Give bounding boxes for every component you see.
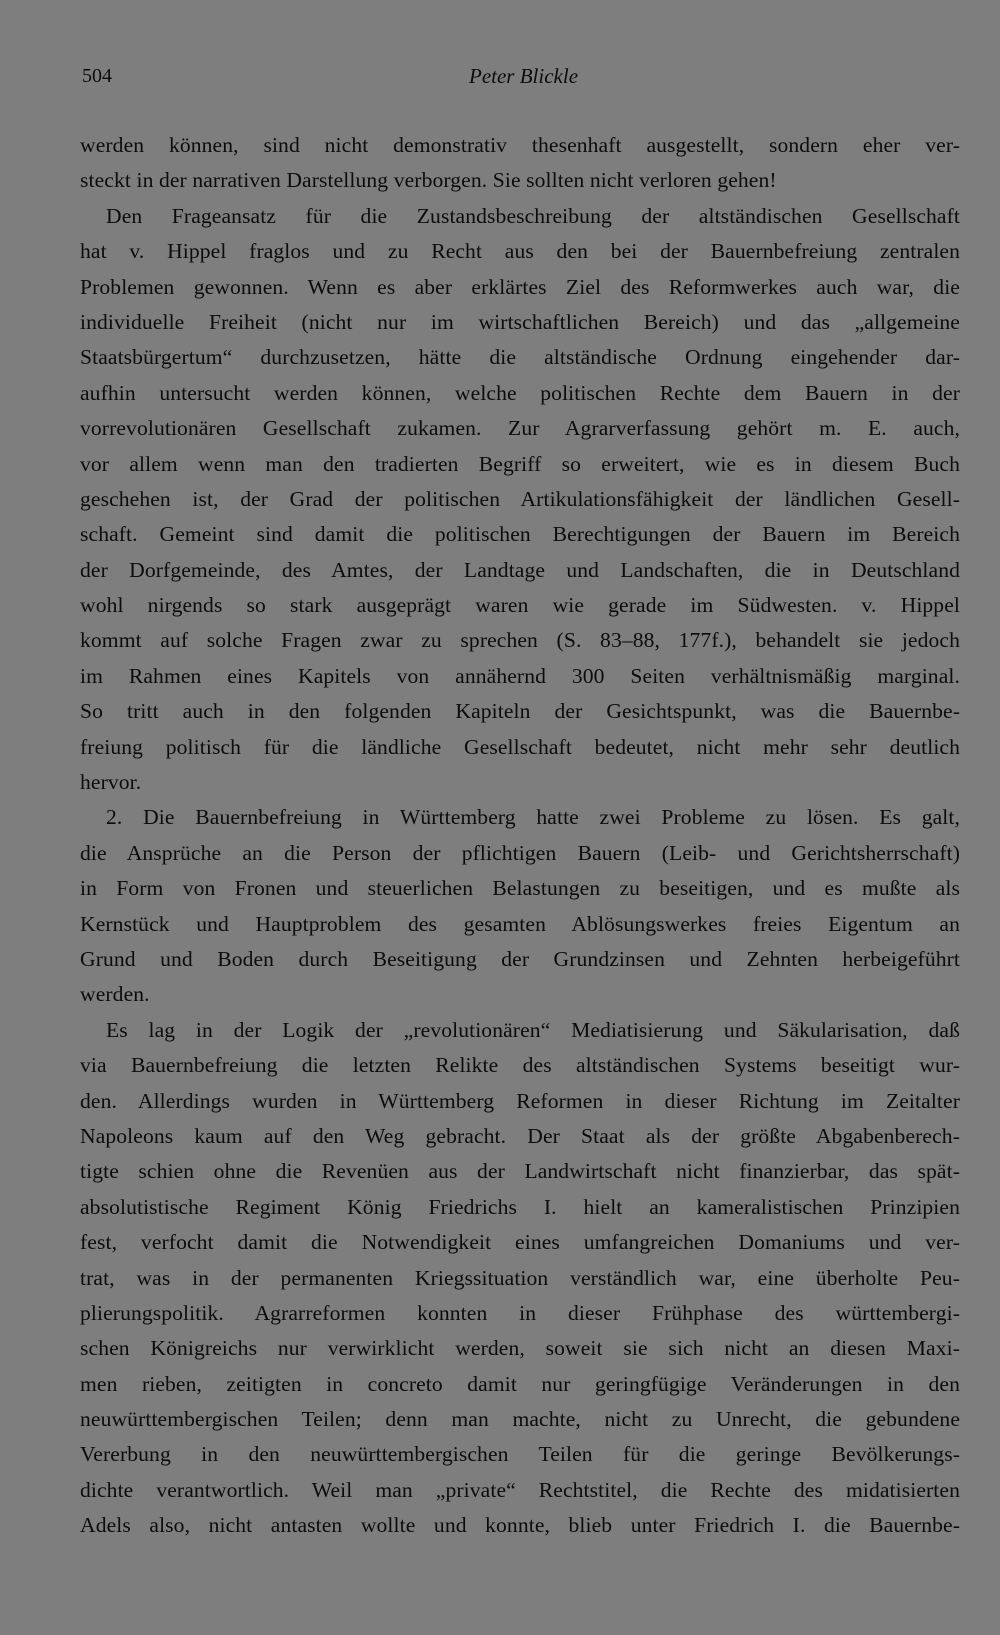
- text-line: im Rahmen eines Kapitels von annähernd 300 Seiten verhältnismäßig marginal.: [80, 663, 960, 688]
- text-line: tigte schien ohne die Revenüen aus der Landwirtschaft nicht finanzierbar, das spät-: [80, 1159, 960, 1184]
- text-line: Kernstück und Hauptproblem des gesamten Ablösungswerkes freies Eigentum an: [80, 911, 960, 936]
- running-head: Peter Blickle: [469, 64, 579, 88]
- text-line: So tritt auch in den folgenden Kapiteln der Gesichtspunkt, was die Bauernbe-: [80, 699, 960, 724]
- text-line: schen Königreichs nur verwirklicht werden, soweit sie sich nicht an diesen Maxi-: [80, 1336, 960, 1361]
- text-line: werden können, sind nicht demonstrativ thesenhaft ausgestellt, sondern eher ver-: [80, 133, 960, 157]
- text-line: der Dorfgemeinde, des Amtes, der Landtage und Landschaften, die in Deutschland: [80, 557, 960, 582]
- text-line: absolutistische Regiment König Friedrichs I. hielt an kameralistischen Prinzipien: [80, 1194, 960, 1219]
- text-line: den. Allerdings wurden in Württemberg Reformen in dieser Richtung im Zeitalter: [80, 1088, 960, 1113]
- text-line: neuwürttembergischen Teilen; denn man machte, nicht zu Unrecht, die gebundene: [80, 1407, 960, 1432]
- text-line: vor allem wenn man den tradierten Begriff so erweitert, wie es in diesem Buch: [80, 451, 960, 476]
- text-line: Problemen gewonnen. Wenn es aber erklärtes Ziel des Reformwerkes auch war, die: [80, 274, 960, 299]
- text-line: hervor.: [80, 770, 142, 795]
- text-line: werden.: [80, 982, 150, 1007]
- text-line: plierungspolitik. Agrarreformen konnten in dieser Frühphase des württembergi-: [80, 1300, 960, 1325]
- text-line: aufhin untersucht werden können, welche politischen Rechte dem Bauern in der: [80, 380, 960, 405]
- text-line: geschehen ist, der Grad der politischen Artikulationsfähigkeit der ländlichen Gesell-: [80, 486, 960, 511]
- text-line: Napoleons kaum auf den Weg gebracht. Der Staat als der größte Abgabenberech-: [80, 1123, 960, 1148]
- text-line: kommt auf solche Fragen zwar zu sprechen (S. 83–88, 177f.), behandelt sie jedoch: [80, 628, 960, 653]
- page-header: [82, 62, 962, 94]
- text-line: 2. Die Bauernbefreiung in Württemberg hatte zwei Probleme zu lösen. Es galt,: [106, 805, 960, 830]
- text-line: individuelle Freiheit (nicht nur im wirtschaftlichen Bereich) und das „allgemeine: [80, 309, 960, 334]
- text-line: Grund und Boden durch Beseitigung der Grundzinsen und Zehnten herbeigeführt: [80, 946, 960, 971]
- body-text: [80, 128, 960, 1544]
- text-line: in Form von Fronen und steuerlichen Belastungen zu beseitigen, und es mußte als: [80, 876, 960, 901]
- text-line: hat v. Hippel fraglos und zu Recht aus den bei der Bauernbefreiung zentralen: [80, 239, 960, 264]
- text-line: Es lag in der Logik der „revolutionären“ Mediatisierung und Säkularisation, daß: [106, 1017, 960, 1042]
- text-line: freiung politisch für die ländliche Gesellschaft bedeutet, nicht mehr sehr deutlich: [80, 734, 960, 759]
- page-number: 504: [82, 65, 112, 87]
- text-line: men rieben, zeitigten in concreto damit nur geringfügige Veränderungen in den: [80, 1371, 960, 1396]
- text-line: Staatsbürgertum“ durchzusetzen, hätte die altständische Ordnung eingehender dar-: [80, 345, 960, 370]
- text-line: vorrevolutionären Gesellschaft zukamen. Zur Agrarverfassung gehört m. E. auch,: [80, 416, 960, 441]
- text-line: dichte verantwortlich. Weil man „private“ Rechtstitel, die Rechte des midatisierten: [80, 1477, 960, 1502]
- text-line: Adels also, nicht antasten wollte und konnte, blieb unter Friedrich I. die Bauernbe-: [80, 1513, 960, 1538]
- text-line: schaft. Gemeint sind damit die politischen Berechtigungen der Bauern im Bereich: [80, 522, 960, 547]
- text-line: Den Frageansatz für die Zustandsbeschreibung der altständischen Gesellschaft: [106, 203, 960, 228]
- text-line: steckt in der narrativen Darstellung verborgen. Sie sollten nicht verloren gehen!: [80, 168, 777, 193]
- text-line: fest, verfocht damit die Notwendigkeit eines umfangreichen Domaniums und ver-: [80, 1230, 960, 1255]
- text-line: via Bauernbefreiung die letzten Relikte des altständischen Systems beseitigt wur-: [80, 1053, 960, 1078]
- text-line: wohl nirgends so stark ausgeprägt waren wie gerade im Südwesten. v. Hippel: [80, 593, 960, 618]
- text-line: trat, was in der permanenten Kriegssituation verständlich war, eine überholte Peu-: [80, 1265, 960, 1290]
- text-line: die Ansprüche an die Person der pflichtigen Bauern (Leib- und Gerichtsherrschaft): [80, 840, 960, 865]
- text-line: Vererbung in den neuwürttembergischen Teilen für die geringe Bevölkerungs-: [80, 1442, 960, 1467]
